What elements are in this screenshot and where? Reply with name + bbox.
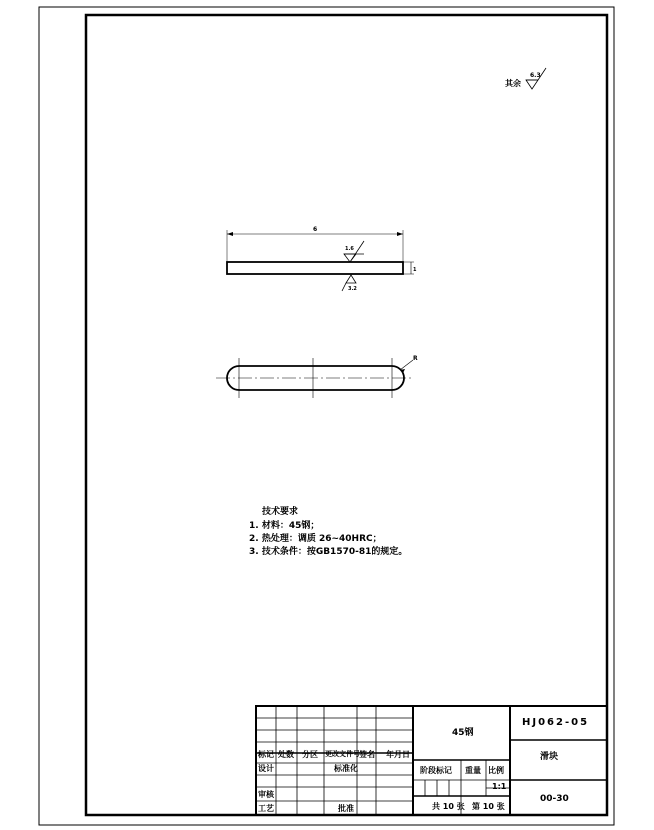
process-label: 工艺 <box>258 804 274 813</box>
standardize-label: 标准化 <box>334 764 358 773</box>
approve-label: 批准 <box>338 804 354 813</box>
drawing-frame <box>86 15 607 815</box>
tech-requirement-1: 1. 材料：45钢； <box>249 521 320 531</box>
thickness-dimension: 1 <box>413 267 417 273</box>
scale-label: 比例 <box>488 766 504 775</box>
scale-value: 1:1 <box>492 782 507 791</box>
sheet-border <box>39 7 614 825</box>
material-text: 45钢 <box>452 728 474 738</box>
tech-requirements-title: 技术要求 <box>262 507 299 517</box>
tech-requirement-2: 2. 热处理：调质 26~40HRC； <box>249 534 382 544</box>
radius-dimension: R <box>413 355 418 362</box>
stage-mark-label: 阶段标记 <box>420 766 452 775</box>
top-view-bar <box>227 262 403 274</box>
revision-label-date: 年月日 <box>386 750 410 759</box>
length-dimension: 6 <box>313 226 318 233</box>
sheet-number: 第 10 张 <box>472 802 505 811</box>
revision-label-zone: 分区 <box>302 750 318 759</box>
review-label: 审核 <box>258 790 274 799</box>
roughness-top-value: 1.6 <box>345 246 354 252</box>
drawing-number: HJ062-05 <box>522 717 590 728</box>
revision-label-mark: 标记 <box>258 750 274 759</box>
weight-label: 重量 <box>465 766 481 775</box>
revision-label-doc: 更改文件号 <box>325 750 360 758</box>
part-name: 滑块 <box>540 752 559 762</box>
rest-label: 其余 <box>505 79 521 88</box>
front-view <box>216 355 418 398</box>
tech-requirement-3: 3. 技术条件：按GB1570-81的规定。 <box>249 547 408 557</box>
rest-roughness-value: 6.3 <box>530 72 541 79</box>
revision-label-sign: 签名 <box>359 750 375 759</box>
roughness-symbol-rest <box>505 68 546 89</box>
revision-label-count: 处数 <box>278 750 294 759</box>
roughness-bottom-value: 3.2 <box>348 286 357 292</box>
top-view <box>227 226 417 292</box>
sheets-total: 共 10 张 <box>432 802 465 811</box>
design-label: 设计 <box>258 764 274 773</box>
code-text: 00-30 <box>540 794 569 804</box>
